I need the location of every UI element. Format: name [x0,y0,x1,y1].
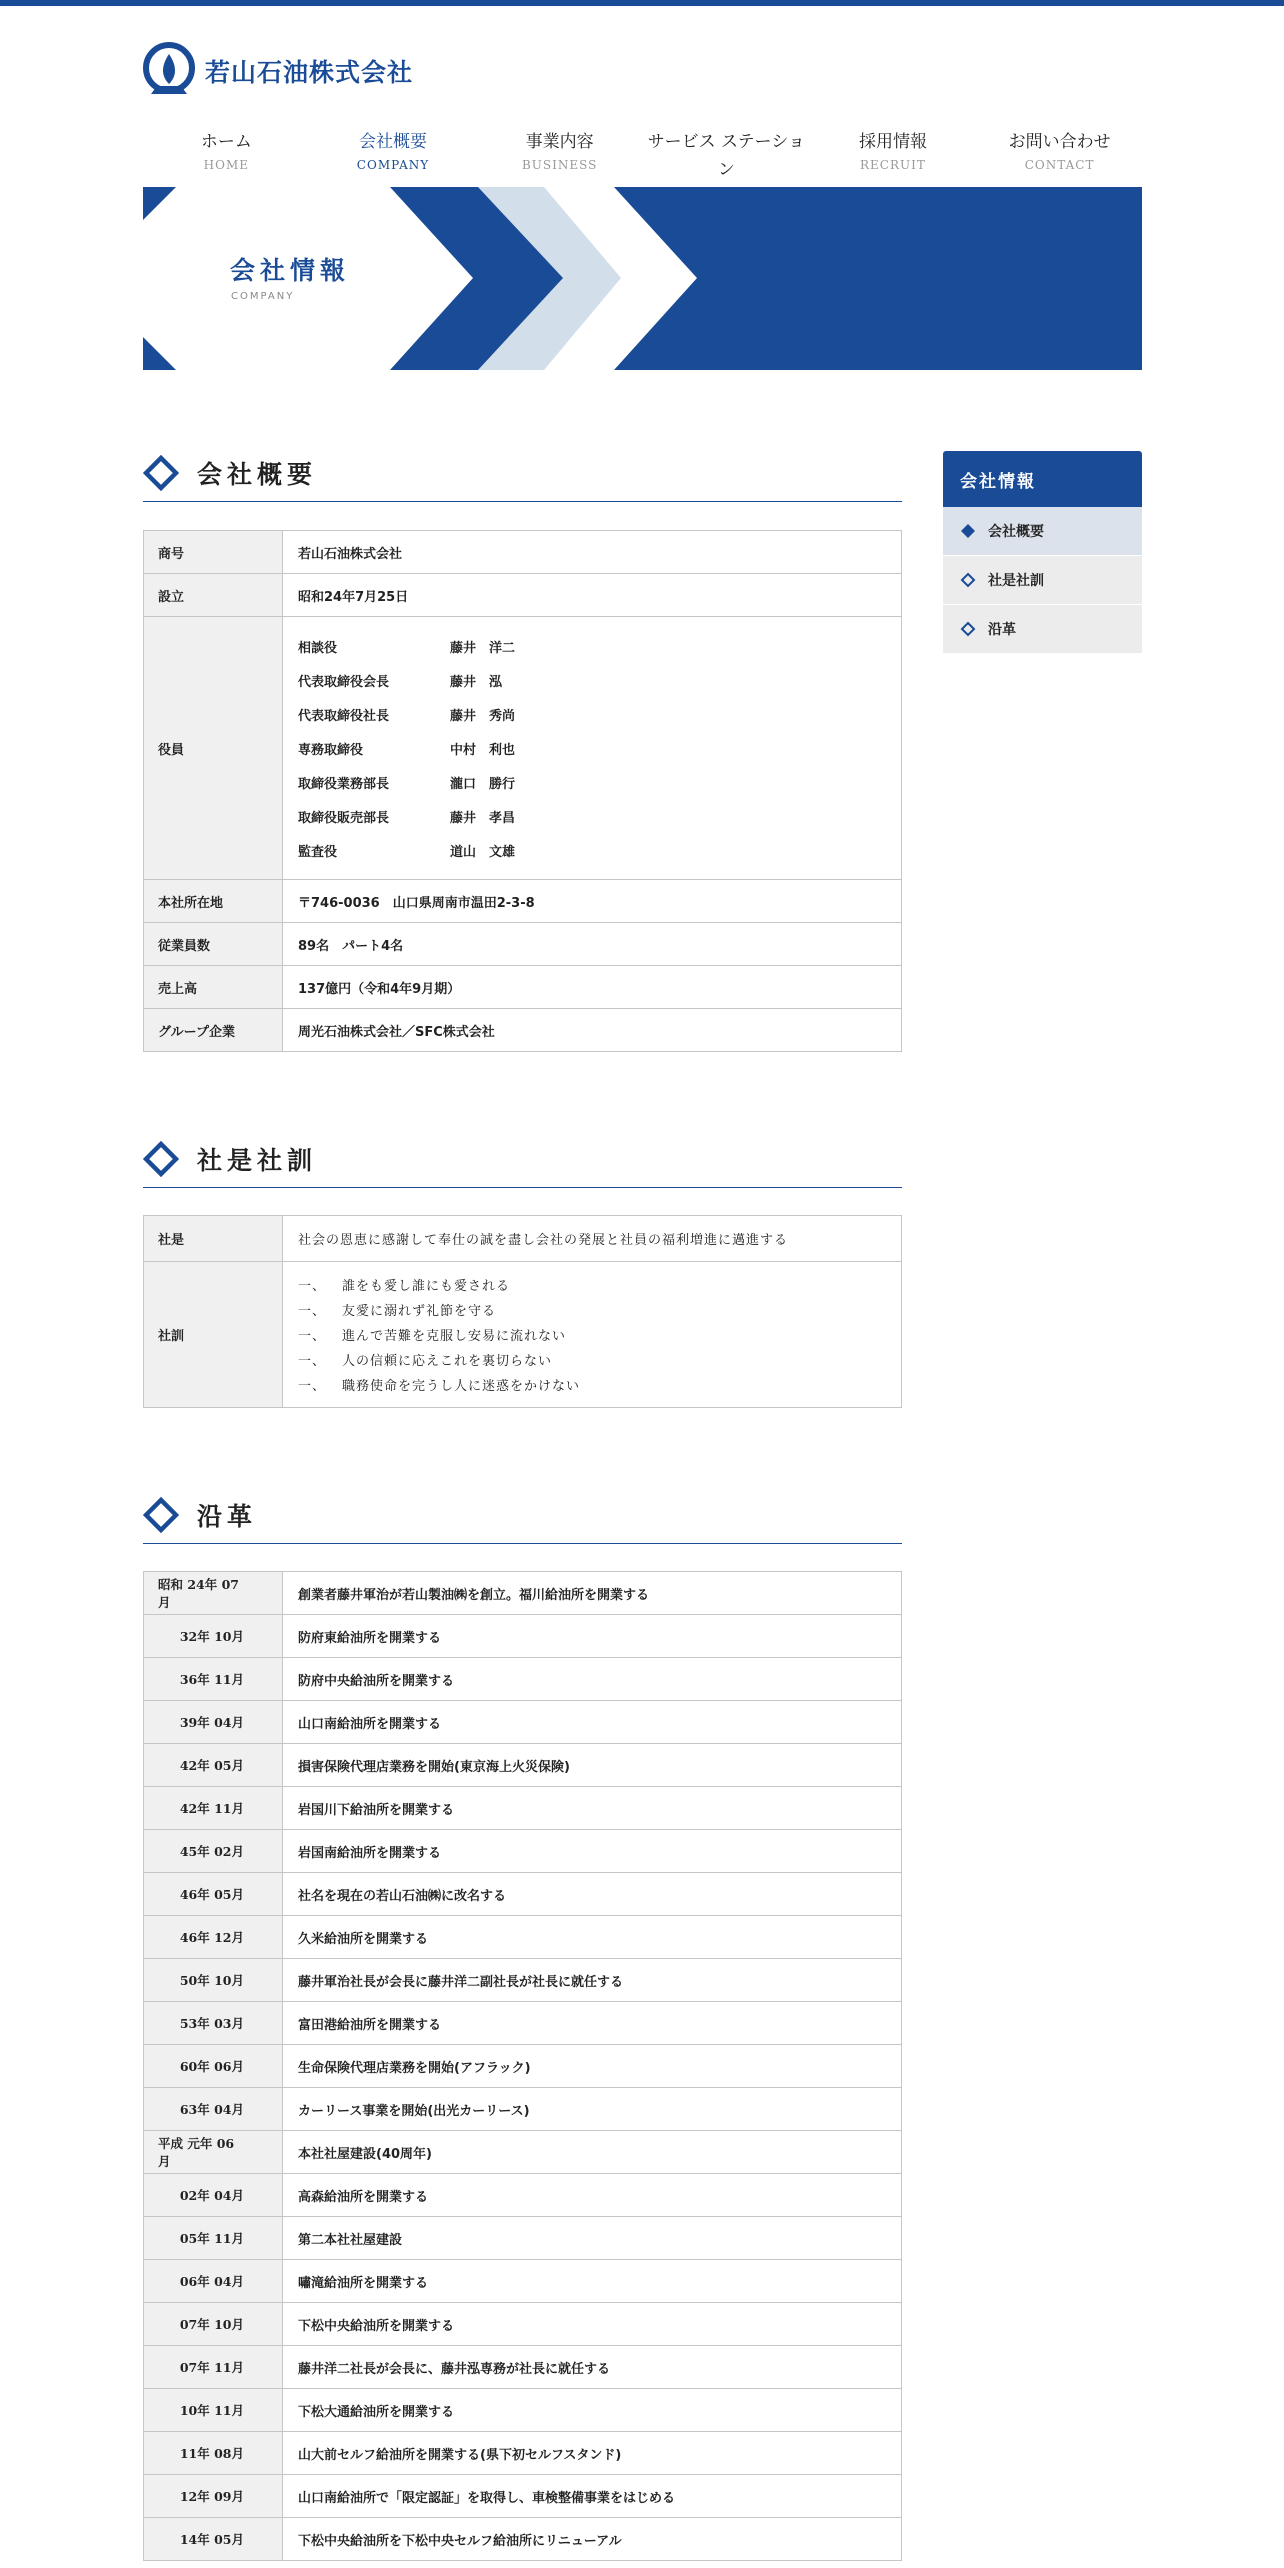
table-row [144,574,902,617]
officer-row [298,629,901,663]
sidebar-title: 会社情報 [943,451,1142,507]
row-label: 社是 [144,1216,283,1262]
diamond-outline-icon [960,572,976,588]
section-heading-overview [143,444,902,502]
table-row [144,1701,902,1744]
nav-label: ホーム [200,132,252,152]
table-row [144,531,902,574]
table-row [144,2217,902,2260]
row-label: 本社所在地 [144,880,283,923]
global-nav [143,128,1143,180]
row-value: 137億円（令和4年9月期） [283,966,902,1009]
nav-label: 会社概要 [358,132,427,152]
history-event: 藤井軍治社長が会長に藤井洋二副社長が社長に就任する [283,1959,902,2002]
history-date: 11年 08月 [144,2432,283,2475]
history-date: 05年 11月 [144,2217,283,2260]
history-date: 36年 11月 [144,1658,283,1701]
history-date: 39年 04月 [144,1701,283,1744]
history-event: 久米給油所を開業する [283,1916,902,1959]
history-date: 10年 11月 [144,2389,283,2432]
history-event: 創業者藤井軍治が若山製油㈱を創立。福川給油所を開業する [283,1572,902,1615]
table-row [144,2389,902,2432]
hero-title: 会社情報 [230,256,351,285]
history-date: 45年 02月 [144,1830,283,1873]
table-row [144,1787,902,1830]
diamond-filled-icon [960,523,976,539]
nav-item-home[interactable] [143,128,310,176]
shakun-list [283,1262,902,1408]
history-date: 42年 05月 [144,1744,283,1787]
history-event: 防府中央給油所を開業する [283,1658,902,1701]
officer-row [298,731,901,765]
history-table [143,1571,902,2561]
row-label: 商号 [144,531,283,574]
table-row [144,1572,902,1615]
history-event: 防府東給油所を開業する [283,1615,902,1658]
officer-row [298,799,901,833]
company-logo[interactable] [143,42,413,100]
history-event: 岩国川下給油所を開業する [283,1787,902,1830]
table-row [144,2002,902,2045]
table-row [144,880,902,923]
row-label: 従業員数 [144,923,283,966]
history-date: 06年 04月 [144,2260,283,2303]
nav-sublabel: BUSINESS [521,158,598,172]
officer-role: 代表取締役会長 [298,674,390,690]
company-overview-table [143,530,902,1052]
row-label: グループ企業 [144,1009,283,1052]
row-label: 設立 [144,574,283,617]
motto-table [143,1215,902,1408]
table-row [144,2045,902,2088]
sidebar-item-history[interactable] [943,605,1142,654]
table-row [144,2518,902,2561]
nav-item-service-station[interactable] [643,128,810,180]
table-row [144,1916,902,1959]
history-event: 山口南給油所で「限定認証」を取得し、車検整備事業をはじめる [283,2475,902,2518]
history-date: 32年 10月 [144,1615,283,1658]
history-date: 02年 04月 [144,2174,283,2217]
row-label: 社訓 [144,1262,283,1408]
officer-name: 藤井 洋二 [450,640,516,656]
list-item [298,1272,901,1297]
history-event: 損害保険代理店業務を開始(東京海上火災保険) [283,1744,902,1787]
officer-row [298,697,901,731]
table-row [144,1744,902,1787]
main-content [143,444,902,2561]
history-date: 07年 10月 [144,2303,283,2346]
list-text: 誰をも愛し誰にも愛される [342,1279,511,1294]
table-row [144,1830,902,1873]
table-row [144,1658,902,1701]
list-item [298,1297,901,1322]
officer-row [298,833,901,867]
page-hero-banner [143,187,1142,370]
sidebar-item-overview[interactable] [943,507,1142,556]
history-event: 社名を現在の若山石油㈱に改名する [283,1873,902,1916]
history-date: 53年 03月 [144,2002,283,2045]
table-row [144,2475,902,2518]
history-event: 岩国南給油所を開業する [283,1830,902,1873]
officer-role: 監査役 [298,844,338,860]
history-event: 生命保険代理店業務を開始(アフラック) [283,2045,902,2088]
history-date: 07年 11月 [144,2346,283,2389]
table-row [144,1216,902,1262]
history-event: 下松中央給油所を下松中央セルフ給油所にリニューアル [283,2518,902,2561]
company-logo-icon [143,42,195,100]
sidebar-item-label: 沿革 [988,622,1016,638]
nav-sublabel: RECRUIT [860,158,926,172]
officer-row [298,765,901,799]
table-row [144,2432,902,2475]
nav-sublabel: COMPANY [356,158,430,172]
list-item [298,1347,901,1372]
table-row [144,1615,902,1658]
officer-role: 取締役業務部長 [298,776,390,792]
list-mark: 一、 [298,1329,327,1344]
table-row [144,1262,902,1408]
officer-role: 代表取締役社長 [298,708,390,724]
history-date: 14年 05月 [144,2518,283,2561]
sidebar-item-label: 会社概要 [988,524,1044,540]
row-value: 89名 パート4名 [283,923,902,966]
diamond-icon [143,1141,179,1177]
company-name: 若山石油株式会社 [205,58,414,87]
history-event: 高森給油所を開業する [283,2174,902,2217]
section-title: 会社概要 [197,459,318,489]
history-event: 山大前セルフ給油所を開業する(県下初セルフスタンド) [283,2432,902,2475]
list-text: 進んで苦難を克服し安易に流れない [342,1329,567,1344]
history-event: 本社社屋建設(40周年) [283,2131,902,2174]
row-value: 社会の恩恵に感謝して奉仕の誠を盡し会社の発展と社員の福利増進に邁進する [283,1216,902,1262]
officers-list [283,617,902,880]
row-value: 周光石油株式会社／SFC株式会社 [283,1009,902,1052]
nav-sublabel: CONTACT [1024,158,1095,172]
top-accent-bar [0,0,1284,6]
officer-role: 専務取締役 [298,742,364,758]
sidebar-nav [943,451,1142,654]
table-row [144,1873,902,1916]
sidebar-item-motto[interactable] [943,556,1142,605]
nav-item-company[interactable] [310,128,477,176]
section-title: 社是社訓 [197,1145,318,1175]
history-date: 46年 05月 [144,1873,283,1916]
history-event: 下松中央給油所を開業する [283,2303,902,2346]
nav-item-recruit[interactable] [810,128,977,176]
nav-item-business[interactable] [476,128,643,176]
history-date: 昭和 24年 07月 [144,1572,283,1615]
table-row [144,2174,902,2217]
diamond-icon [143,1497,179,1533]
list-text: 職務使命を完うし人に迷惑をかけない [342,1379,581,1394]
table-row [144,2131,902,2174]
row-value: 昭和24年7月25日 [283,574,902,617]
table-row [144,617,902,880]
table-row [144,2260,902,2303]
history-event: 山口南給油所を開業する [283,1701,902,1744]
row-value: 若山石油株式会社 [283,531,902,574]
table-row [144,2303,902,2346]
officer-name: 藤井 孝昌 [450,810,516,826]
history-event: 富田港給油所を開業する [283,2002,902,2045]
row-value: 〒746-0036 山口県周南市温田2-3-8 [283,880,902,923]
officer-row [298,663,901,697]
list-mark: 一、 [298,1379,327,1394]
nav-sublabel: HOME [203,158,249,172]
history-date: 63年 04月 [144,2088,283,2131]
section-title: 沿革 [197,1501,258,1531]
list-mark: 一、 [298,1279,327,1294]
list-text: 友愛に溺れず礼節を守る [342,1304,497,1319]
row-label: 売上高 [144,966,283,1009]
history-event: カーリース事業を開始(出光カーリース) [283,2088,902,2131]
history-date: 平成 元年 06月 [144,2131,283,2174]
diamond-icon [143,455,179,491]
nav-label: サービス ステーション [647,132,805,180]
officer-name: 藤井 泓 [450,674,503,690]
list-mark: 一、 [298,1304,327,1319]
officer-name: 中村 利也 [450,742,516,758]
list-item [298,1372,901,1397]
table-row [144,966,902,1009]
list-text: 人の信頼に応えこれを裏切らない [342,1354,553,1369]
table-row [144,1009,902,1052]
history-event: 藤井洋二社長が会長に、藤井泓専務が社長に就任する [283,2346,902,2389]
officer-name: 瀧口 勝行 [450,776,516,792]
history-event: 嘯滝給油所を開業する [283,2260,902,2303]
history-date: 60年 06月 [144,2045,283,2088]
history-event: 第二本社社屋建設 [283,2217,902,2260]
nav-label: 事業内容 [525,132,594,152]
history-date: 46年 12月 [144,1916,283,1959]
history-event: 下松大通給油所を開業する [283,2389,902,2432]
table-row [144,1959,902,2002]
officer-name: 藤井 秀尚 [450,708,516,724]
nav-label: お問い合わせ [1008,132,1111,152]
sidebar-item-label: 社是社訓 [988,573,1044,589]
history-date: 42年 11月 [144,1787,283,1830]
table-row [144,923,902,966]
officer-name: 道山 文雄 [450,844,516,860]
hero-subtitle: COMPANY [231,291,295,302]
list-mark: 一、 [298,1354,327,1369]
nav-label: 採用情報 [858,132,927,152]
section-heading-history [143,1486,902,1544]
nav-item-contact[interactable] [976,128,1143,176]
section-heading-motto [143,1130,902,1188]
list-item [298,1322,901,1347]
diamond-outline-icon [960,621,976,637]
row-label: 役員 [144,617,283,880]
history-date: 12年 09月 [144,2475,283,2518]
history-date: 50年 10月 [144,1959,283,2002]
table-row [144,2088,902,2131]
officer-role: 相談役 [298,640,338,656]
table-row [144,2346,902,2389]
officer-role: 取締役販売部長 [298,810,390,826]
